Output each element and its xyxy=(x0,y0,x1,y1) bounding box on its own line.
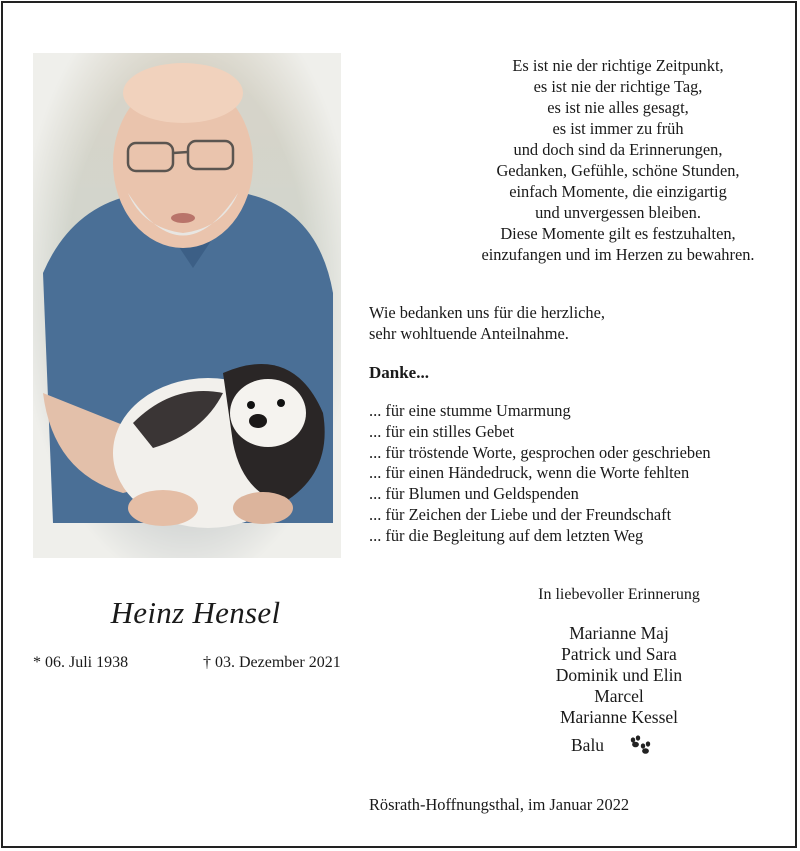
memory-line: In liebevoller Erinnerung xyxy=(538,586,700,603)
poem xyxy=(403,55,800,265)
poem-line: Es ist nie der richtige Zeitpunkt, xyxy=(512,56,724,75)
list-item: ... für ein stilles Gebet xyxy=(369,421,515,441)
danke-list xyxy=(369,401,799,547)
family-member: Marianne Maj xyxy=(569,623,669,643)
deceased-name: Heinz Hensel xyxy=(110,595,281,630)
poem-line: einfach Momente, die einzigartig xyxy=(509,182,727,201)
place-date: Rösrath-Hoffnungsthal, im Januar 2022 xyxy=(369,795,630,814)
poem-line: es ist immer zu früh xyxy=(552,119,684,138)
poem-line: und unvergessen bleiben. xyxy=(535,203,701,222)
family-list xyxy=(523,623,715,728)
poem-line: einzufangen und im Herzen zu bewahren. xyxy=(481,245,755,264)
family-member: Dominik und Elin xyxy=(555,665,683,685)
pet-name: Balu xyxy=(571,735,605,755)
poem-line: Diese Momente gilt es festzuhalten, xyxy=(500,224,736,243)
death-date: † 03. Dezember 2021 xyxy=(203,654,341,671)
obituary-card xyxy=(1,1,797,848)
family-member: Patrick und Sara xyxy=(561,644,677,664)
list-item: ... für einen Händedruck, wenn die Worte fehlten xyxy=(369,463,690,483)
danke-heading: Danke... xyxy=(369,363,429,382)
thanks-note xyxy=(369,303,789,344)
birth-date: * 06. Juli 1938 xyxy=(33,654,129,671)
poem-line: und doch sind da Erinnerungen, xyxy=(513,140,723,159)
list-item: ... für die Begleitung auf dem letzten Weg xyxy=(369,525,644,545)
family-member: Marcel xyxy=(594,686,644,706)
poem-line: es ist nie der richtige Tag, xyxy=(533,77,703,96)
family-member: Marianne Kessel xyxy=(559,707,679,727)
thanks-line: Wie bedanken uns für die herzliche, xyxy=(369,303,605,322)
list-item: ... für Zeichen der Liebe und der Freundschaft xyxy=(369,504,672,524)
thanks-line: sehr wohltuende Anteilnahme. xyxy=(369,323,569,343)
poem-line: Gedanken, Gefühle, schöne Stunden, xyxy=(496,161,740,180)
poem-line: es ist nie alles gesagt, xyxy=(547,98,689,117)
paw-print-icon xyxy=(628,735,654,762)
list-item: ... für Blumen und Geldspenden xyxy=(369,484,579,504)
portrait-photo xyxy=(33,53,341,558)
portrait-illustration xyxy=(33,53,341,558)
list-item: ... für tröstende Worte, gesprochen oder geschrieben xyxy=(369,442,711,462)
list-item: ... für eine stumme Umarmung xyxy=(369,401,571,420)
